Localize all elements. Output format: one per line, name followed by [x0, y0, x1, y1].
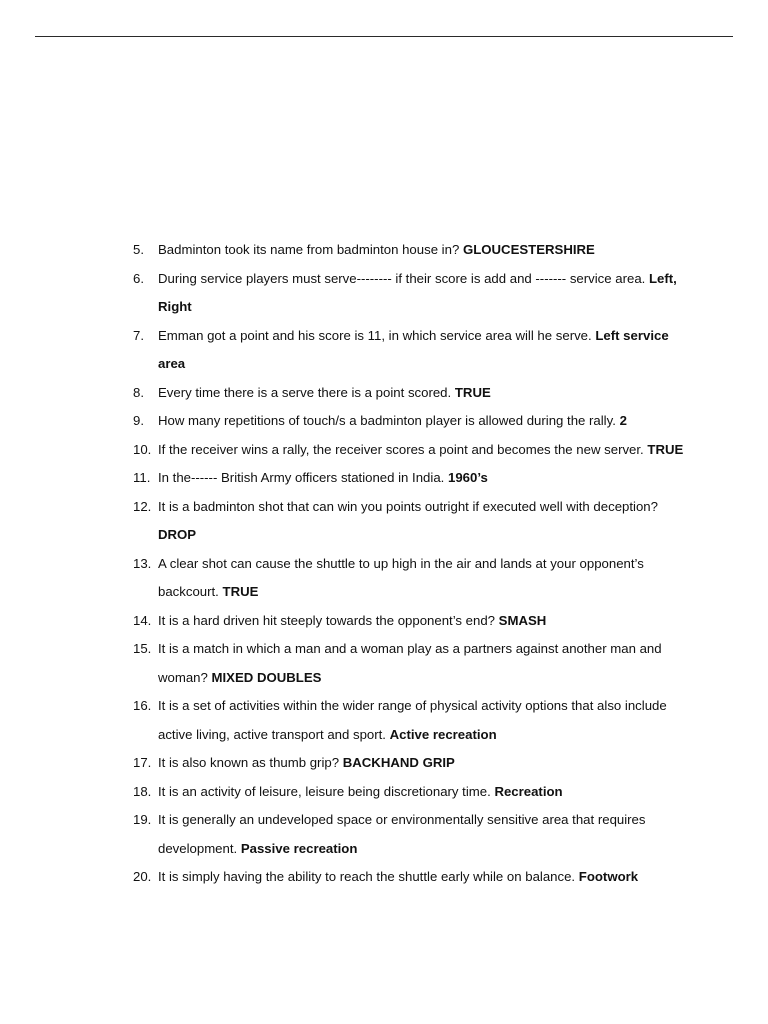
question-answer: Passive recreation: [240, 840, 358, 856]
question-item: [133, 265, 693, 322]
question-number: 13.: [133, 555, 152, 571]
question-answer: TRUE: [454, 384, 491, 400]
question-answer: GLOUCESTERSHIRE: [462, 242, 595, 257]
question-text: During service players must serve-------- if their score is add and ------- service area.: [158, 270, 649, 286]
question-number: 16.: [133, 698, 152, 713]
question-answer: 1960’s: [447, 470, 488, 485]
question-text: It is a set of activities within the wider range of physical activity options that also include active living, active transport and sport.: [158, 698, 667, 742]
question-answer: BACKHAND GRIP: [342, 755, 455, 770]
question-text: It is an activity of leisure, leisure being discretionary time.: [158, 783, 495, 799]
question-number: 19.: [133, 812, 152, 827]
question-answer: 2: [619, 413, 627, 428]
question-item: [133, 806, 693, 863]
question-answer: DROP: [158, 527, 197, 542]
question-item: [133, 778, 693, 807]
question-number: 17.: [133, 755, 152, 770]
question-text: It is a match in which a man and a woman play as a partners against another man and woman?: [158, 641, 662, 685]
question-answer: Left service area: [158, 327, 669, 371]
question-number: 18.: [133, 783, 152, 799]
question-item: [133, 607, 693, 636]
question-number: 10.: [133, 441, 152, 457]
question-text: How many repetitions of touch/s a badminton player is allowed during the rally.: [158, 413, 620, 428]
question-answer: TRUE: [222, 584, 259, 599]
question-number: 8.: [133, 384, 144, 400]
question-item: [133, 436, 693, 465]
question-number: 7.: [133, 327, 144, 343]
question-number: 20.: [133, 869, 152, 884]
question-item: [133, 749, 693, 778]
question-item: [133, 493, 693, 550]
question-text: It is a badminton shot that can win you points outright if executed well with deception?: [158, 498, 658, 514]
question-answer: SMASH: [498, 612, 547, 628]
question-text: It is a hard driven hit steeply towards the opponent’s end?: [158, 612, 499, 628]
question-number: 12.: [133, 498, 152, 514]
question-item: [133, 407, 693, 436]
question-text: It is also known as thumb grip?: [158, 755, 343, 770]
question-text: Badminton took its name from badminton house in?: [158, 242, 463, 257]
question-number: 6.: [133, 270, 144, 286]
question-answer: MIXED DOUBLES: [211, 669, 322, 685]
question-item: [133, 635, 693, 692]
question-text: In the------ British Army officers stationed in India.: [158, 470, 448, 485]
question-answer: Footwork: [578, 869, 639, 884]
question-answer: Active recreation: [389, 726, 497, 742]
question-number: 9.: [133, 413, 144, 428]
question-item: [133, 464, 693, 493]
question-answer: Recreation: [494, 783, 563, 799]
header-rule: [35, 36, 733, 37]
question-number: 5.: [133, 242, 144, 257]
question-text: It is simply having the ability to reach the shuttle early while on balance.: [158, 869, 579, 884]
question-list: [133, 236, 693, 892]
question-text: A clear shot can cause the shuttle to up high in the air and lands at your opponent’s backcourt.: [158, 555, 644, 599]
question-number: 14.: [133, 612, 152, 628]
question-item: [133, 236, 693, 265]
question-text: If the receiver wins a rally, the receiver scores a point and becomes the new server.: [158, 441, 648, 457]
question-item: [133, 550, 693, 607]
question-item: [133, 322, 693, 379]
question-item: [133, 379, 693, 408]
question-number: 15.: [133, 641, 152, 656]
question-answer: TRUE: [647, 441, 684, 457]
question-item: [133, 692, 693, 749]
question-text: Every time there is a serve there is a point scored.: [158, 384, 455, 400]
question-answer: Left, Right: [158, 270, 677, 314]
question-text: It is generally an undeveloped space or environmentally sensitive area that requires development.: [158, 812, 646, 856]
question-text: Emman got a point and his score is 11, in which service area will he serve.: [158, 327, 596, 343]
question-item: [133, 863, 693, 892]
question-number: 11.: [133, 470, 151, 485]
